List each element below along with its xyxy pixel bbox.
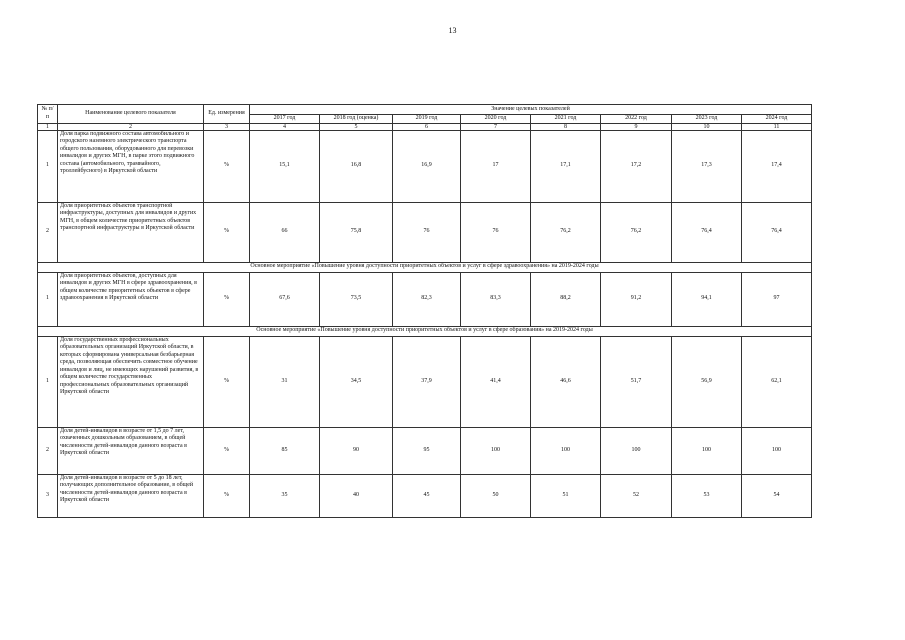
- column-number: 11: [742, 123, 812, 130]
- value-cell: 51,7: [601, 336, 672, 427]
- column-number: 2: [58, 123, 204, 130]
- header-year: 2024 год: [742, 115, 812, 124]
- value-cell: 100: [531, 427, 601, 474]
- value-cell: 54: [742, 474, 812, 517]
- value-cell: 76: [461, 202, 531, 262]
- header-year: 2017 год: [250, 115, 320, 124]
- table-row: [38, 336, 812, 427]
- table-row: [38, 427, 812, 474]
- column-number: 8: [531, 123, 601, 130]
- target-indicators-table: [37, 104, 812, 518]
- value-cell: 51: [531, 474, 601, 517]
- value-cell: 73,5: [320, 272, 393, 326]
- value-cell: 90: [320, 427, 393, 474]
- value-cell: 46,6: [531, 336, 601, 427]
- value-cell: 37,9: [393, 336, 461, 427]
- value-cell: 76,4: [672, 202, 742, 262]
- value-cell: 76,4: [742, 202, 812, 262]
- indicator-name: Доля приоритетных объектов, доступных для инвалидов и других МГН в сфере здравоохранения, в общем количестве приоритетных объектов в сфере здравоохранения в Иркутской области: [58, 272, 204, 326]
- table-row: [38, 474, 812, 517]
- section-title-health: Основное мероприятие «Повышение уровня доступности приоритетных объектов и услуг в сфере здравоохранения» на 2019-2024 годы: [38, 262, 812, 272]
- header-year: 2021 год: [531, 115, 601, 124]
- table-row: [38, 202, 812, 262]
- value-cell: 66: [250, 202, 320, 262]
- column-number: 1: [38, 123, 58, 130]
- indicator-name: Доля детей-инвалидов в возрасте от 5 до 18 лет, получающих дополнительное образование, в общей численности детей-инвалидов данного возраста в Иркутской области: [58, 474, 204, 517]
- column-number: 9: [601, 123, 672, 130]
- value-cell: 95: [393, 427, 461, 474]
- value-cell: 85: [250, 427, 320, 474]
- indicator-name: Доля детей-инвалидов в возрасте от 1,5 до 7 лет, охваченных дошкольным образованием, в общей численности детей-инвалидов данного возраста в Иркутской области: [58, 427, 204, 474]
- column-number: 5: [320, 123, 393, 130]
- value-cell: 53: [672, 474, 742, 517]
- value-cell: 56,9: [672, 336, 742, 427]
- value-cell: 82,3: [393, 272, 461, 326]
- unit-cell: %: [204, 130, 250, 202]
- value-cell: 31: [250, 336, 320, 427]
- header-year: 2023 год: [672, 115, 742, 124]
- table-row: [38, 272, 812, 326]
- row-num: 3: [38, 474, 58, 517]
- column-number: 6: [393, 123, 461, 130]
- unit-cell: %: [204, 427, 250, 474]
- table-row: [38, 130, 812, 202]
- column-number-row: [38, 123, 812, 130]
- value-cell: 62,1: [742, 336, 812, 427]
- value-cell: 17,3: [672, 130, 742, 202]
- value-cell: 17,4: [742, 130, 812, 202]
- header-year: 2019 год: [393, 115, 461, 124]
- section-row-health: [38, 262, 812, 272]
- value-cell: 17,2: [601, 130, 672, 202]
- row-num: 2: [38, 427, 58, 474]
- value-cell: 100: [601, 427, 672, 474]
- value-cell: 76,2: [601, 202, 672, 262]
- value-cell: 100: [742, 427, 812, 474]
- unit-cell: %: [204, 272, 250, 326]
- value-cell: 76: [393, 202, 461, 262]
- value-cell: 88,2: [531, 272, 601, 326]
- value-cell: 15,1: [250, 130, 320, 202]
- value-cell: 17: [461, 130, 531, 202]
- header-row: [38, 105, 812, 115]
- row-num: 1: [38, 272, 58, 326]
- header-values-group: Значение целевых показателей: [250, 105, 812, 115]
- value-cell: 34,5: [320, 336, 393, 427]
- column-number: 10: [672, 123, 742, 130]
- value-cell: 17,1: [531, 130, 601, 202]
- value-cell: 45: [393, 474, 461, 517]
- value-cell: 91,2: [601, 272, 672, 326]
- value-cell: 83,3: [461, 272, 531, 326]
- header-year: 2018 год (оценка): [320, 115, 393, 124]
- page-number: 13: [448, 26, 457, 35]
- column-number: 7: [461, 123, 531, 130]
- value-cell: 52: [601, 474, 672, 517]
- header-year: 2020 год: [461, 115, 531, 124]
- value-cell: 50: [461, 474, 531, 517]
- header-num: № п/п: [38, 105, 58, 124]
- value-cell: 75,8: [320, 202, 393, 262]
- value-cell: 94,1: [672, 272, 742, 326]
- section-title-education: Основное мероприятие «Повышение уровня доступности приоритетных объектов и услуг в сфере образования» на 2019-2024 годы: [38, 326, 812, 336]
- value-cell: 41,4: [461, 336, 531, 427]
- section-row-education: [38, 326, 812, 336]
- header-name: Наименование целевого показателя: [58, 105, 204, 124]
- row-num: 1: [38, 336, 58, 427]
- value-cell: 100: [461, 427, 531, 474]
- header-year: 2022 год: [601, 115, 672, 124]
- value-cell: 97: [742, 272, 812, 326]
- indicator-name: Доля приоритетных объектов транспортной инфраструктуры, доступных для инвалидов и других МГН, в общем количестве приоритетных объектов транспортной инфраструктуры в Иркутской области: [58, 202, 204, 262]
- value-cell: 35: [250, 474, 320, 517]
- value-cell: 16,8: [320, 130, 393, 202]
- value-cell: 100: [672, 427, 742, 474]
- value-cell: 76,2: [531, 202, 601, 262]
- unit-cell: %: [204, 474, 250, 517]
- value-cell: 67,6: [250, 272, 320, 326]
- unit-cell: %: [204, 202, 250, 262]
- indicator-name: Доля парка подвижного состава автомобильного и городского наземного электрического транспорта общего пользования, оборудованного для перевозки инвалидов и других МГН, в парке этого подвижного состава (автомобильного, трамвайного, троллейбусного) в Иркутской области: [58, 130, 204, 202]
- column-number: 3: [204, 123, 250, 130]
- row-num: 2: [38, 202, 58, 262]
- column-number: 4: [250, 123, 320, 130]
- row-num: 1: [38, 130, 58, 202]
- unit-cell: %: [204, 336, 250, 427]
- indicator-name: Доля государственных профессиональных образовательных организаций Иркутской области, в которых сформирована универсальная безбарьерная среда, позволяющая обеспечить совместное обучение инвалидов и лиц, не имеющих нарушений развития, в общем количестве государственных профессиональных образовательных организаций Иркутской области: [58, 336, 204, 427]
- value-cell: 16,9: [393, 130, 461, 202]
- header-unit: Ед. измерения: [204, 105, 250, 124]
- value-cell: 40: [320, 474, 393, 517]
